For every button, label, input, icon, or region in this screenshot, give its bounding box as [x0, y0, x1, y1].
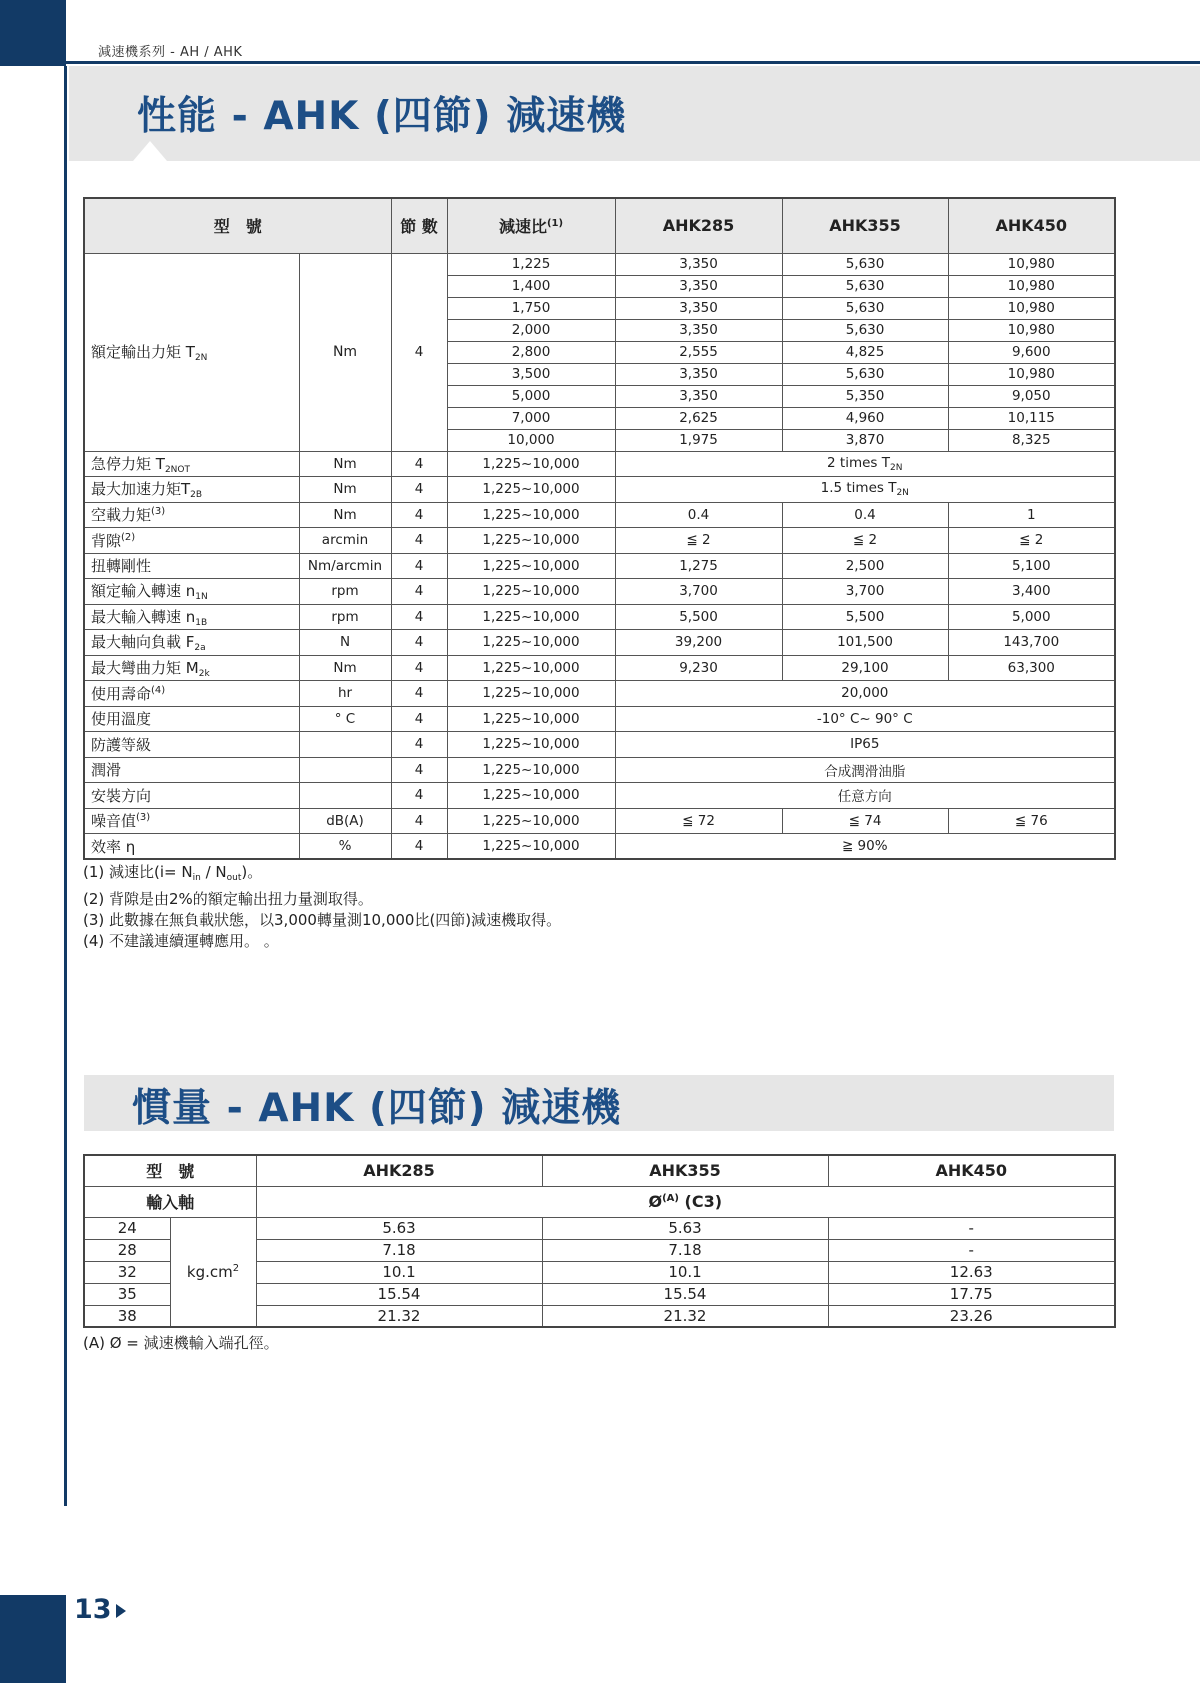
torque-cell: 10,115 — [948, 407, 1115, 429]
spec-value: ≦ 74 — [782, 808, 948, 834]
torque-cell: 3,350 — [615, 275, 782, 297]
spec-ratio: 1,225~10,000 — [447, 502, 615, 528]
torque-cell: 5,350 — [782, 385, 948, 407]
spec-ratio: 1,225~10,000 — [447, 681, 615, 707]
spec-stages: 4 — [391, 834, 447, 860]
inertia-note: (A) Ø = 減速機輸入端孔徑。 — [83, 1334, 279, 1352]
spec-value-shared: -10° C~ 90° C — [615, 706, 1115, 732]
spec-label: 最大加速力矩$T_{2B}$ — [84, 477, 299, 503]
inertia-diameter: 28 — [84, 1239, 170, 1261]
torque-cell: 1,975 — [615, 429, 782, 451]
spec-stages: 4 — [391, 477, 447, 503]
torque-cell: 10,980 — [948, 297, 1115, 319]
spec-label: 最大彎曲力矩 $M_{2k}$ — [84, 655, 299, 681]
spec-label: 噪音值$^{(3)}$ — [84, 808, 299, 834]
inertia-value: 5.63 — [542, 1217, 828, 1239]
spec-value: 3,400 — [948, 579, 1115, 605]
spec-label: 使用溫度 — [84, 706, 299, 732]
spec-row — [84, 681, 1115, 707]
spec-value: 2,500 — [782, 553, 948, 579]
spec-unit: Nm — [299, 477, 391, 503]
margin-rule — [64, 66, 67, 1506]
spec-value: 39,200 — [615, 630, 782, 656]
torque-cell: 4,960 — [782, 407, 948, 429]
inertia-value: 15.54 — [542, 1283, 828, 1305]
spec-value: 3,700 — [782, 579, 948, 605]
inertia-table — [83, 1154, 1116, 1328]
spec-unit: Nm/arcmin — [299, 553, 391, 579]
spec-ratio: 1,225~10,000 — [447, 655, 615, 681]
spec-ratio: 1,225~10,000 — [447, 553, 615, 579]
header-model-3: AHK450 — [948, 198, 1115, 253]
spec-row — [84, 630, 1115, 656]
spec-label: 急停力矩 $T_{2NOT}$ — [84, 451, 299, 477]
spec-value-shared: 20,000 — [615, 681, 1115, 707]
torque-cell: 2,625 — [615, 407, 782, 429]
spec-row — [84, 579, 1115, 605]
ratio-cell: 10,000 — [447, 429, 615, 451]
header-model-2: AHK355 — [782, 198, 948, 253]
corner-block-bottom — [0, 1595, 66, 1683]
section-title-inertia: 慣量 - AHK (四節) 減速機 — [132, 1086, 622, 1131]
spec-stages: 4 — [391, 604, 447, 630]
spec-label: 效率 η — [84, 834, 299, 860]
spec-unit — [299, 783, 391, 809]
inertia-diameter: 38 — [84, 1305, 170, 1327]
ratio-cell: 1,750 — [447, 297, 615, 319]
spec-value: 1,275 — [615, 553, 782, 579]
spec-label: 防護等級 — [84, 732, 299, 758]
spec-ratio: 1,225~10,000 — [447, 477, 615, 503]
inertia-header-model-3: AHK450 — [828, 1155, 1115, 1186]
ratio-cell: 1,400 — [447, 275, 615, 297]
spec-stages: 4 — [391, 681, 447, 707]
spec-row — [84, 553, 1115, 579]
inertia-value: 21.32 — [542, 1305, 828, 1327]
torque-cell: 10,980 — [948, 363, 1115, 385]
spec-value: ≦ 76 — [948, 808, 1115, 834]
section-title-performance: 性能 - AHK (四節) 減速機 — [137, 94, 627, 139]
spec-value-shared: 任意方向 — [615, 783, 1115, 809]
torque-cell: 8,325 — [948, 429, 1115, 451]
spec-ratio: 1,225~10,000 — [447, 783, 615, 809]
row-label-rated-torque: 額定輸出力矩 $T_{2N}$ — [84, 253, 299, 451]
note-line: (3) 此數據在無負載狀態，以3,000轉量測10,000比(四節)減速機取得。 — [83, 911, 562, 929]
spec-value: 0.4 — [782, 502, 948, 528]
spec-value: 9,230 — [615, 655, 782, 681]
ratio-cell: 3,500 — [447, 363, 615, 385]
spec-row — [84, 783, 1115, 809]
spec-value: 143,700 — [948, 630, 1115, 656]
spec-row — [84, 808, 1115, 834]
inertia-value: 23.26 — [828, 1305, 1115, 1327]
banner-notch — [133, 141, 167, 161]
spec-value: 5,500 — [782, 604, 948, 630]
spec-stages: 4 — [391, 808, 447, 834]
spec-unit: rpm — [299, 604, 391, 630]
inertia-value: 5.63 — [256, 1217, 542, 1239]
spec-value-shared: 合成潤滑油脂 — [615, 757, 1115, 783]
rated-torque-stages: 4 — [391, 253, 447, 451]
performance-table-body — [84, 253, 1115, 859]
inertia-row — [84, 1217, 1115, 1239]
next-arrow-icon — [116, 1604, 126, 1618]
spec-row — [84, 477, 1115, 503]
inertia-header-model: 型 號 — [84, 1155, 256, 1186]
inertia-value: 7.18 — [256, 1239, 542, 1261]
inertia-diameter: 32 — [84, 1261, 170, 1283]
rated-torque-unit: Nm — [299, 253, 391, 451]
header-ratio: 減速比$^{(1)}$ — [447, 198, 615, 253]
spec-ratio: 1,225~10,000 — [447, 630, 615, 656]
spec-unit: ° C — [299, 706, 391, 732]
header-model: 型 號 — [84, 198, 391, 253]
spec-value: 3,700 — [615, 579, 782, 605]
spec-label: 額定輸入轉速 $n_{1N}$ — [84, 579, 299, 605]
torque-cell: 10,980 — [948, 275, 1115, 297]
torque-cell: 5,630 — [782, 253, 948, 275]
ratio-cell: 2,000 — [447, 319, 615, 341]
spec-stages: 4 — [391, 655, 447, 681]
spec-label: 使用壽命$^{(4)}$ — [84, 681, 299, 707]
inertia-value: 15.54 — [256, 1283, 542, 1305]
header-rule — [66, 61, 1200, 64]
rated-torque-row — [84, 253, 1115, 275]
spec-label: 扭轉剛性 — [84, 553, 299, 579]
inertia-value: 21.32 — [256, 1305, 542, 1327]
spec-unit: Nm — [299, 655, 391, 681]
torque-cell: 5,630 — [782, 319, 948, 341]
spec-value: 5,100 — [948, 553, 1115, 579]
inertia-value: - — [828, 1239, 1115, 1261]
spec-unit: dB(A) — [299, 808, 391, 834]
header-model-1: AHK285 — [615, 198, 782, 253]
spec-unit: N — [299, 630, 391, 656]
spec-label: 背隙$^{(2)}$ — [84, 528, 299, 554]
performance-table — [83, 197, 1116, 860]
performance-notes — [83, 862, 561, 952]
spec-row — [84, 451, 1115, 477]
spec-ratio: 1,225~10,000 — [447, 706, 615, 732]
spec-ratio: 1,225~10,000 — [447, 834, 615, 860]
spec-unit: arcmin — [299, 528, 391, 554]
ratio-cell: 5,000 — [447, 385, 615, 407]
torque-cell: 3,350 — [615, 297, 782, 319]
spec-unit: Nm — [299, 502, 391, 528]
spec-ratio: 1,225~10,000 — [447, 528, 615, 554]
spec-row — [84, 834, 1115, 860]
spec-value: 5,000 — [948, 604, 1115, 630]
inertia-header-model-2: AHK355 — [542, 1155, 828, 1186]
spec-label: 潤滑 — [84, 757, 299, 783]
spec-stages: 4 — [391, 579, 447, 605]
torque-cell: 10,980 — [948, 319, 1115, 341]
inertia-value: 17.75 — [828, 1283, 1115, 1305]
spec-unit: hr — [299, 681, 391, 707]
torque-cell: 3,350 — [615, 385, 782, 407]
spec-row — [84, 528, 1115, 554]
ratio-cell: 1,225 — [447, 253, 615, 275]
spec-value: 0.4 — [615, 502, 782, 528]
spec-row — [84, 604, 1115, 630]
inertia-table-body — [84, 1217, 1115, 1327]
inertia-unit: $kg.cm^2$ — [170, 1217, 256, 1327]
spec-value: ≦ 2 — [615, 528, 782, 554]
spec-ratio: 1,225~10,000 — [447, 757, 615, 783]
spec-unit: Nm — [299, 451, 391, 477]
ratio-cell: 7,000 — [447, 407, 615, 429]
inertia-diameter: 35 — [84, 1283, 170, 1305]
spec-stages: 4 — [391, 732, 447, 758]
spec-value: ≦ 72 — [615, 808, 782, 834]
spec-stages: 4 — [391, 706, 447, 732]
spec-value: 1 — [948, 502, 1115, 528]
torque-cell: 5,630 — [782, 275, 948, 297]
spec-row — [84, 502, 1115, 528]
spec-stages: 4 — [391, 451, 447, 477]
inertia-header-model-1: AHK285 — [256, 1155, 542, 1186]
page-number: 13 — [74, 1594, 112, 1625]
header-stages: 節 數 — [391, 198, 447, 253]
inertia-value: 12.63 — [828, 1261, 1115, 1283]
spec-ratio: 1,225~10,000 — [447, 604, 615, 630]
spec-stages: 4 — [391, 502, 447, 528]
inertia-value: 7.18 — [542, 1239, 828, 1261]
spec-value-shared: IP65 — [615, 732, 1115, 758]
spec-ratio: 1,225~10,000 — [447, 579, 615, 605]
note-line: (2) 背隙是由2%的額定輸出扭力量測取得。 — [83, 890, 373, 908]
series-label: 減速機系列 - AH / AHK — [98, 45, 243, 60]
spec-stages: 4 — [391, 630, 447, 656]
spec-ratio: 1,225~10,000 — [447, 451, 615, 477]
spec-value-shared: ≧ 90% — [615, 834, 1115, 860]
spec-value: 101,500 — [782, 630, 948, 656]
torque-cell: 3,350 — [615, 363, 782, 385]
spec-stages: 4 — [391, 528, 447, 554]
torque-cell: 5,630 — [782, 297, 948, 319]
spec-value: 63,300 — [948, 655, 1115, 681]
spec-unit: % — [299, 834, 391, 860]
spec-row — [84, 732, 1115, 758]
inertia-value: 10.1 — [542, 1261, 828, 1283]
spec-stages: 4 — [391, 757, 447, 783]
inertia-value: - — [828, 1217, 1115, 1239]
torque-cell: 3,350 — [615, 253, 782, 275]
torque-cell: 9,050 — [948, 385, 1115, 407]
torque-cell: 3,350 — [615, 319, 782, 341]
spec-row — [84, 757, 1115, 783]
inertia-diameter: 24 — [84, 1217, 170, 1239]
spec-value: 29,100 — [782, 655, 948, 681]
spec-label: 最大軸向負載 $F_{2a}$ — [84, 630, 299, 656]
spec-value: ≦ 2 — [948, 528, 1115, 554]
spec-unit — [299, 757, 391, 783]
spec-value: ≦ 2 — [782, 528, 948, 554]
torque-cell: 5,630 — [782, 363, 948, 385]
spec-value: 5,500 — [615, 604, 782, 630]
spec-stages: 4 — [391, 553, 447, 579]
spec-label: 最大輸入轉速 $n_{1B}$ — [84, 604, 299, 630]
torque-cell: 4,825 — [782, 341, 948, 363]
torque-cell: 3,870 — [782, 429, 948, 451]
inertia-input-value: $Ø^{(A)}$ (C3) — [256, 1186, 1115, 1217]
spec-label: 安裝方向 — [84, 783, 299, 809]
torque-cell: 10,980 — [948, 253, 1115, 275]
torque-cell: 2,555 — [615, 341, 782, 363]
spec-value-shared: 2 times $T_{2N}$ — [615, 451, 1115, 477]
inertia-input-label: 輸入軸 — [84, 1186, 256, 1217]
note-line: (1) 減速比$(i= N_{in} / N_{out})$。 — [83, 863, 263, 883]
spec-unit: rpm — [299, 579, 391, 605]
spec-stages: 4 — [391, 783, 447, 809]
spec-unit — [299, 732, 391, 758]
ratio-cell: 2,800 — [447, 341, 615, 363]
spec-row — [84, 655, 1115, 681]
spec-label: 空載力矩$^{(3)}$ — [84, 502, 299, 528]
spec-ratio: 1,225~10,000 — [447, 732, 615, 758]
inertia-value: 10.1 — [256, 1261, 542, 1283]
torque-cell: 9,600 — [948, 341, 1115, 363]
spec-row — [84, 706, 1115, 732]
corner-block-top — [0, 0, 66, 66]
spec-ratio: 1,225~10,000 — [447, 808, 615, 834]
spec-value-shared: 1.5 times $T_{2N}$ — [615, 477, 1115, 503]
note-line: (4) 不建議連續運轉應用。 。 — [83, 932, 279, 950]
